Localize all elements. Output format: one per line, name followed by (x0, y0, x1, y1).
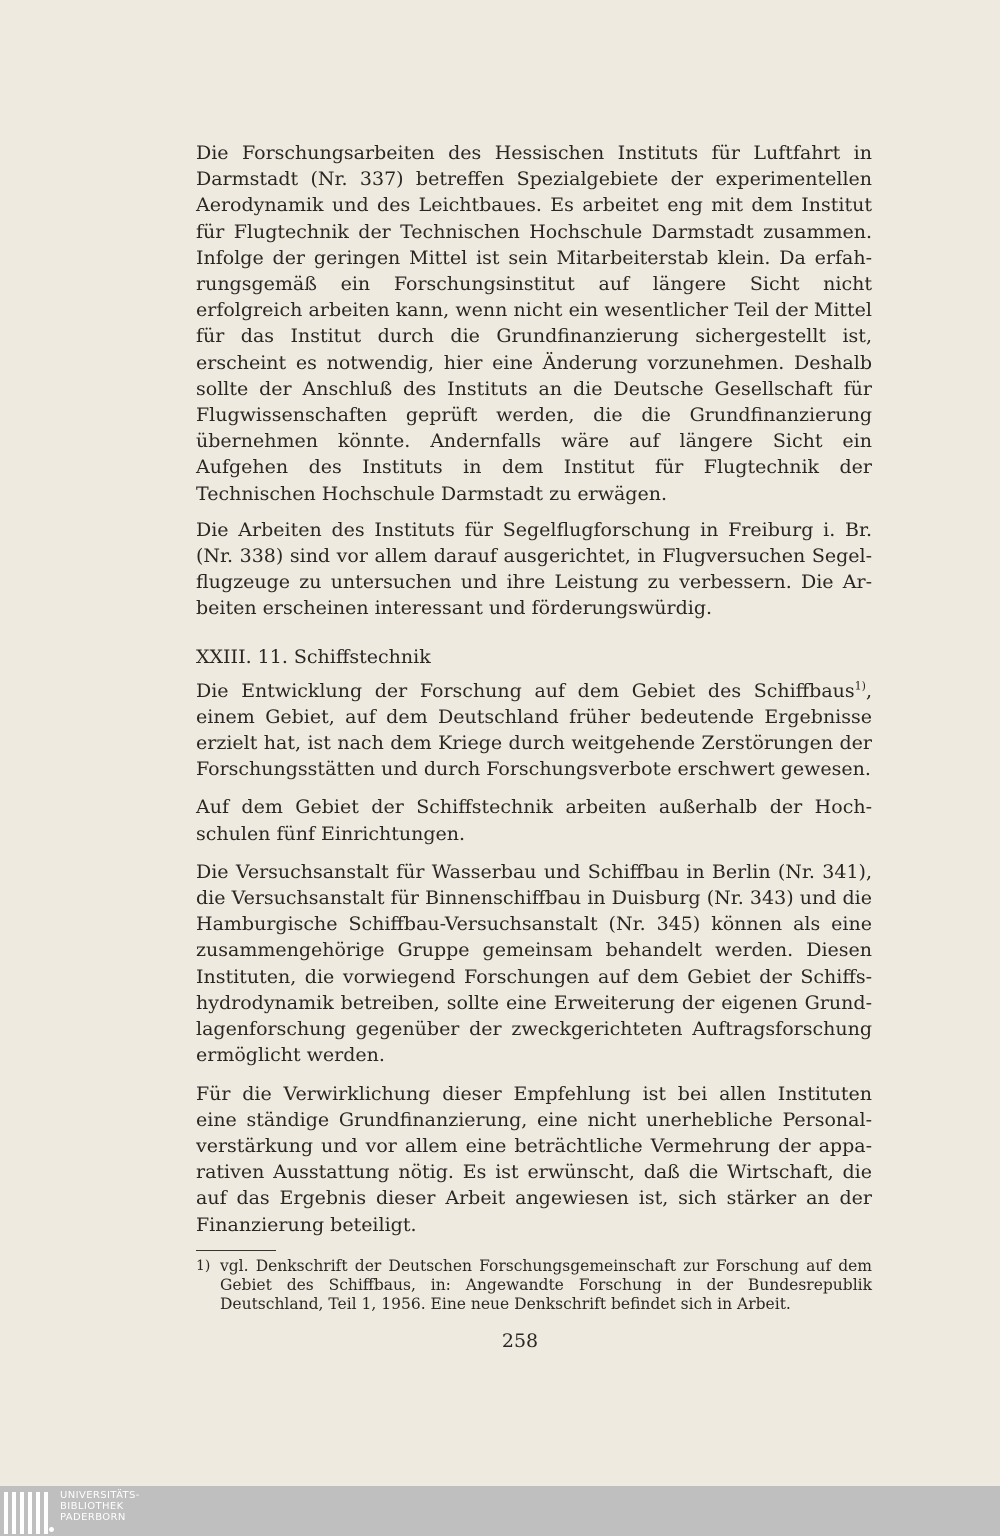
paragraph-versuchsanstalten: Die Versuchsanstalt für Wasserbau und Schiffbau in Berlin (Nr. 341), die Versuchsanstalt für Binnenschiffbau in Duisburg (Nr. 343) und die Hamburgische Schiffbau-Versuchsanstalt (Nr. 345) können als eine zusammengehörige Gruppe gemeinsam behandelt werden. Diesen Instituten, die vorwiegend Forschungen auf dem Gebiet der Schiffshydrodynamik betreiben, sollte eine Erweiterung der eigenen Grundlagenforschung gegenüber der zweckgerichteten Auftragsforschung ermöglicht werden. (196, 860, 872, 1067)
footnote-text: vgl. Denkschrift der Deutschen Forschungsgemeinschaft zur Forschung auf dem Gebiet des Schiffbaus, in: Angewandte Forschung in der Bundesrepublik Deutschland, Teil 1, 1956. Eine neue Denkschrift befindet sich in Arbeit. (220, 1256, 872, 1313)
section-heading-schiffstechnik: XXIII. 11. Schiffstechnik (196, 645, 431, 668)
logo-line-1: UNIVERSITÄTS- (60, 1490, 140, 1501)
footnote-reference: 1) (854, 679, 866, 693)
paragraph-schiffbau-entwicklung (196, 678, 872, 783)
footnote-mark: 1) (196, 1257, 211, 1274)
library-logo-text (60, 1490, 140, 1523)
paragraph-empfehlung: Für die Verwirklichung dieser Empfehlung ist bei allen Instituten eine ständige Grundfinanzierung, eine nicht unerhebliche Personalverstärkung und vor allem eine beträchtliche Vermehrung der apparativen Ausstattung nötig. Es ist erwünscht, daß die Wirtschaft, die auf das Ergebnis dieser Arbeit angewiesen ist, sich stärker an der Finanzierung beteiligt. (196, 1082, 872, 1236)
barcode-icon (4, 1492, 48, 1534)
paragraph-text: Die Entwicklung der Forschung auf dem Gebiet des Schiffbaus (196, 679, 855, 702)
paragraph-text-continued: , einem Gebiet, auf dem Deutschland früher bedeutende Ergebnisse erzielt hat, ist nach dem Kriege durch weitgehende Zerstörungen der Forschungsstätten und durch Forschungsverbote erschwert gewesen. (196, 679, 872, 781)
paragraph-luftfahrt-darmstadt: Die Forschungsarbeiten des Hessischen Instituts für Luftfahrt in Darmstadt (Nr. 337) betreffen Spezialgebiete der experimentellen Aerodynamik und des Leichtbaues. Es arbeitet eng mit dem Institut für Flugtechnik der Technischen Hochschule Darmstadt zusammen. Infolge der geringen Mittel ist sein Mitarbeiterstab klein. Da erfahrungsgemäß ein Forschungsinstitut auf längere Sicht nicht erfolgreich arbeiten kann, wenn nicht ein wesentlicher Teil der Mittel für das Institut durch die Grundfinanzierung sichergestellt ist, erscheint es notwendig, hier eine Änderung vorzunehmen. Deshalb sollte der Anschluß des Instituts an die Deutsche Gesellschaft für Flugwissenschaften geprüft werden, die die Grundfinanzierung übernehmen könnte. Andernfalls wäre auf längere Sicht ein Aufgehen des Instituts in dem Institut für Flugtechnik der Technischen Hochschule Darmstadt zu erwägen. (196, 142, 872, 505)
footnote (196, 1257, 872, 1314)
logo-dot-icon (49, 1527, 54, 1532)
paragraph-segelflugforschung: Die Arbeiten des Instituts für Segelflugforschung in Freiburg i. Br. (Nr. 338) sind vor allem darauf ausgerichtet, in Flugversuchen Segelflugzeuge zu untersuchen und ihre Leistung zu verbessern. Die Arbeiten erscheinen interessant und förderungswürdig. (196, 518, 872, 620)
library-logo (4, 1488, 204, 1534)
page-number: 258 (501, 1330, 539, 1352)
logo-line-2: BIBLIOTHEK (60, 1501, 124, 1512)
paragraph-einrichtungen: Auf dem Gebiet der Schiffstechnik arbeiten außerhalb der Hochschulen fünf Einrichtungen. (196, 796, 872, 845)
page-body (196, 140, 872, 1314)
logo-line-3: PADERBORN (60, 1512, 126, 1523)
footnote-divider (196, 1250, 276, 1251)
